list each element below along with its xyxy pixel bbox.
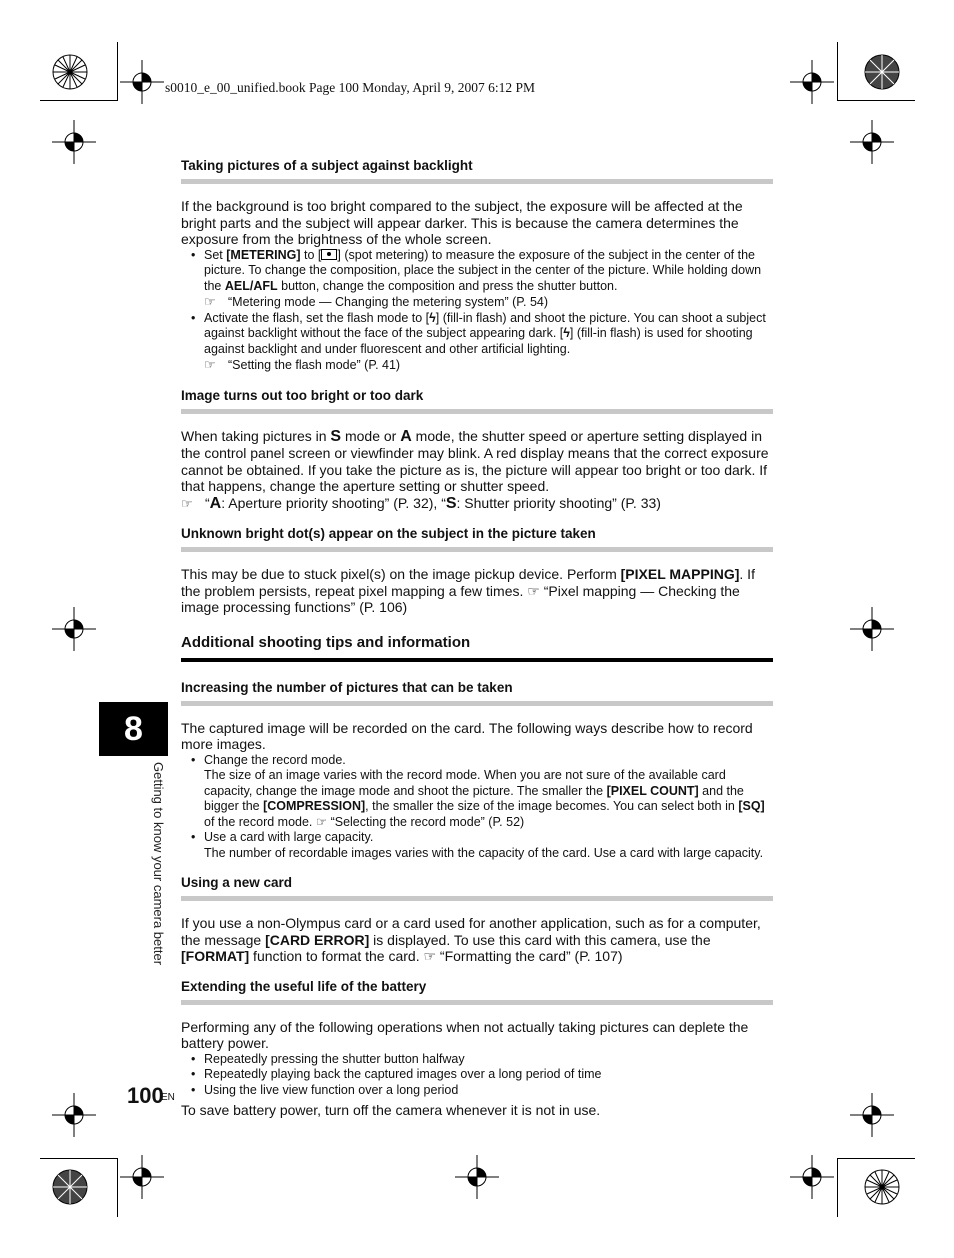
bullet-list [181,248,773,374]
aperture-mode-icon: A [209,494,222,512]
crop-mark [40,1158,118,1159]
crop-mark [837,1158,838,1217]
crosshair-icon [790,1155,834,1199]
paragraph: When taking pictures in S mode or A mode, the shutter speed or aperture setting displayed in the control panel screen or viewfinder may blink. A red display means that the correct exposure cannot be obtained. If you take the picture as is, the picture will appear too bright or too dark. If that happens, change the aperture setting or shutter speed. [181,427,769,494]
crop-mark [117,1158,118,1217]
list-item: • Repeatedly pressing the shutter button halfway [191,1051,465,1066]
aperture-mode-icon: A [400,427,412,445]
page-reference: “Setting the flash mode” (P. 41) [228,358,401,372]
bullet-list [181,753,773,862]
page-number: 100 [127,1083,164,1108]
bullet-icon: • [191,1051,196,1066]
bullet-icon: • [191,1067,196,1081]
list-item: • Using the live view function over a long period [191,1082,459,1097]
list-item: • Set [METERING] to [ ] (spot metering) to measure the exposure of the subject in the center of the picture. To change the composition, place the subject in the center of the picture. While holding down the AEL/AFL button, change the composition and press the shutter button. ☞ “Metering mode — Changing the metering system” (P. 54) [191,247,762,309]
crop-mark [837,42,838,101]
page-language: EN [161,1092,175,1103]
registration-starburst-icon [862,1167,902,1207]
reference-icon: ☞ [204,357,216,372]
crop-mark [40,100,118,101]
section-title: Extending the useful life of the battery [181,979,773,1005]
crop-mark [837,100,915,101]
crosshair-icon [790,60,834,104]
main-heading: Additional shooting tips and information [181,634,773,662]
page-reference: “Metering mode — Changing the metering system” (P. 54) [228,295,549,309]
page-reference: ☞ “A: Aperture priority shooting” (P. 32), “S: Shutter priority shooting” (P. 33) [181,494,661,512]
file-info-header: s0010_e_00_unified.book Page 100 Monday, April 9, 2007 6:12 PM [165,80,535,95]
reference-icon: ☞ [315,814,328,829]
crop-mark [117,42,118,101]
shutter-mode-icon: S [445,494,457,512]
crosshair-icon [850,1093,894,1137]
bullet-list [181,1052,773,1099]
flash-icon: ϟ [563,326,570,340]
section-title: Unknown bright dot(s) appear on the subject in the picture taken [181,526,773,552]
flash-icon: ϟ [429,310,436,325]
crosshair-icon [52,607,96,651]
paragraph: This may be due to stuck pixel(s) on the image pickup device. Perform [PIXEL MAPPING]. If the problem persists, repeat pixel mapping a few times. ☞ “Pixel mapping — Checking the image processing functions” (P. 106) [181,566,755,615]
chapter-side-text: Getting to know your camera better [151,762,166,966]
bullet-icon: • [191,830,196,844]
section-title: Using a new card [181,875,773,901]
crosshair-icon [52,120,96,164]
crosshair-icon [120,60,164,104]
crosshair-icon [850,607,894,651]
page-content [181,158,773,1119]
paragraph: If you use a non-Olympus card or a card used for another application, such as for a computer, the message [CARD ERROR] is displayed. To use this card with this camera, use the [FORMAT] function to format the card. ☞ “Formatting the card” (P. 107) [181,915,761,964]
registration-starburst-icon [50,52,90,92]
paragraph: To save battery power, turn off the camera whenever it is not in use. [181,1102,601,1118]
section-title: Image turns out too bright or too dark [181,388,773,414]
section-title: Increasing the number of pictures that can be taken [181,680,773,706]
crosshair-icon [455,1155,499,1199]
registration-starburst-icon [862,52,902,92]
list-item: • Repeatedly playing back the captured images over a long period of time [191,1067,602,1081]
crop-mark [837,1158,915,1159]
reference-icon: ☞ [181,495,193,511]
crosshair-icon [120,1155,164,1199]
list-item: • Activate the flash, set the flash mode to [ϟ] (fill-in flash) and shoot the picture. You can shoot a subject against backlight without the face of the subject appearing dark. [ϟ] (fill-in flash) is used for shooting against backlight and under fluorescent and other artificial lighting. ☞ “Setting the flash mode” (P. 41) [191,310,766,372]
paragraph: If the background is too bright compared to the subject, the exposure will be affected at the bright parts and the subject will appear darker. This is because the camera determines the exposure from the brightness of the whole screen. [181,198,743,247]
paragraph: The captured image will be recorded on the card. The following ways describe how to record more images. [181,719,753,752]
list-item: • Use a card with large capacity. The number of recordable images varies with the capacity of the card. Use a card with large capacity. [191,830,764,860]
shutter-mode-icon: S [330,427,342,445]
bullet-icon: • [191,1082,196,1097]
reference-icon: ☞ [204,294,216,309]
spot-metering-icon [321,249,337,260]
bullet-icon: • [191,247,196,262]
bullet-icon: • [191,752,196,767]
chapter-tab: 8 [99,702,168,756]
crosshair-icon [52,1093,96,1137]
reference-icon: ☞ [423,948,437,964]
bullet-icon: • [191,310,196,325]
section-title: Taking pictures of a subject against backlight [181,158,773,184]
paragraph: Performing any of the following operations when not actually taking pictures can deplete the battery power. [181,1018,749,1051]
list-item: • Change the record mode. The size of an image varies with the record mode. When you are not sure of the available card capacity, change the image mode and shoot the picture. The smaller the [PIXEL COUNT] and the bigger the [COMPRESSION], the smaller the size of the image becomes. You can select both in [SQ] of the record mode. ☞ “Selecting the record mode” (P. 52) [191,752,765,829]
registration-starburst-icon [50,1167,90,1207]
crosshair-icon [850,120,894,164]
reference-icon: ☞ [527,582,540,599]
